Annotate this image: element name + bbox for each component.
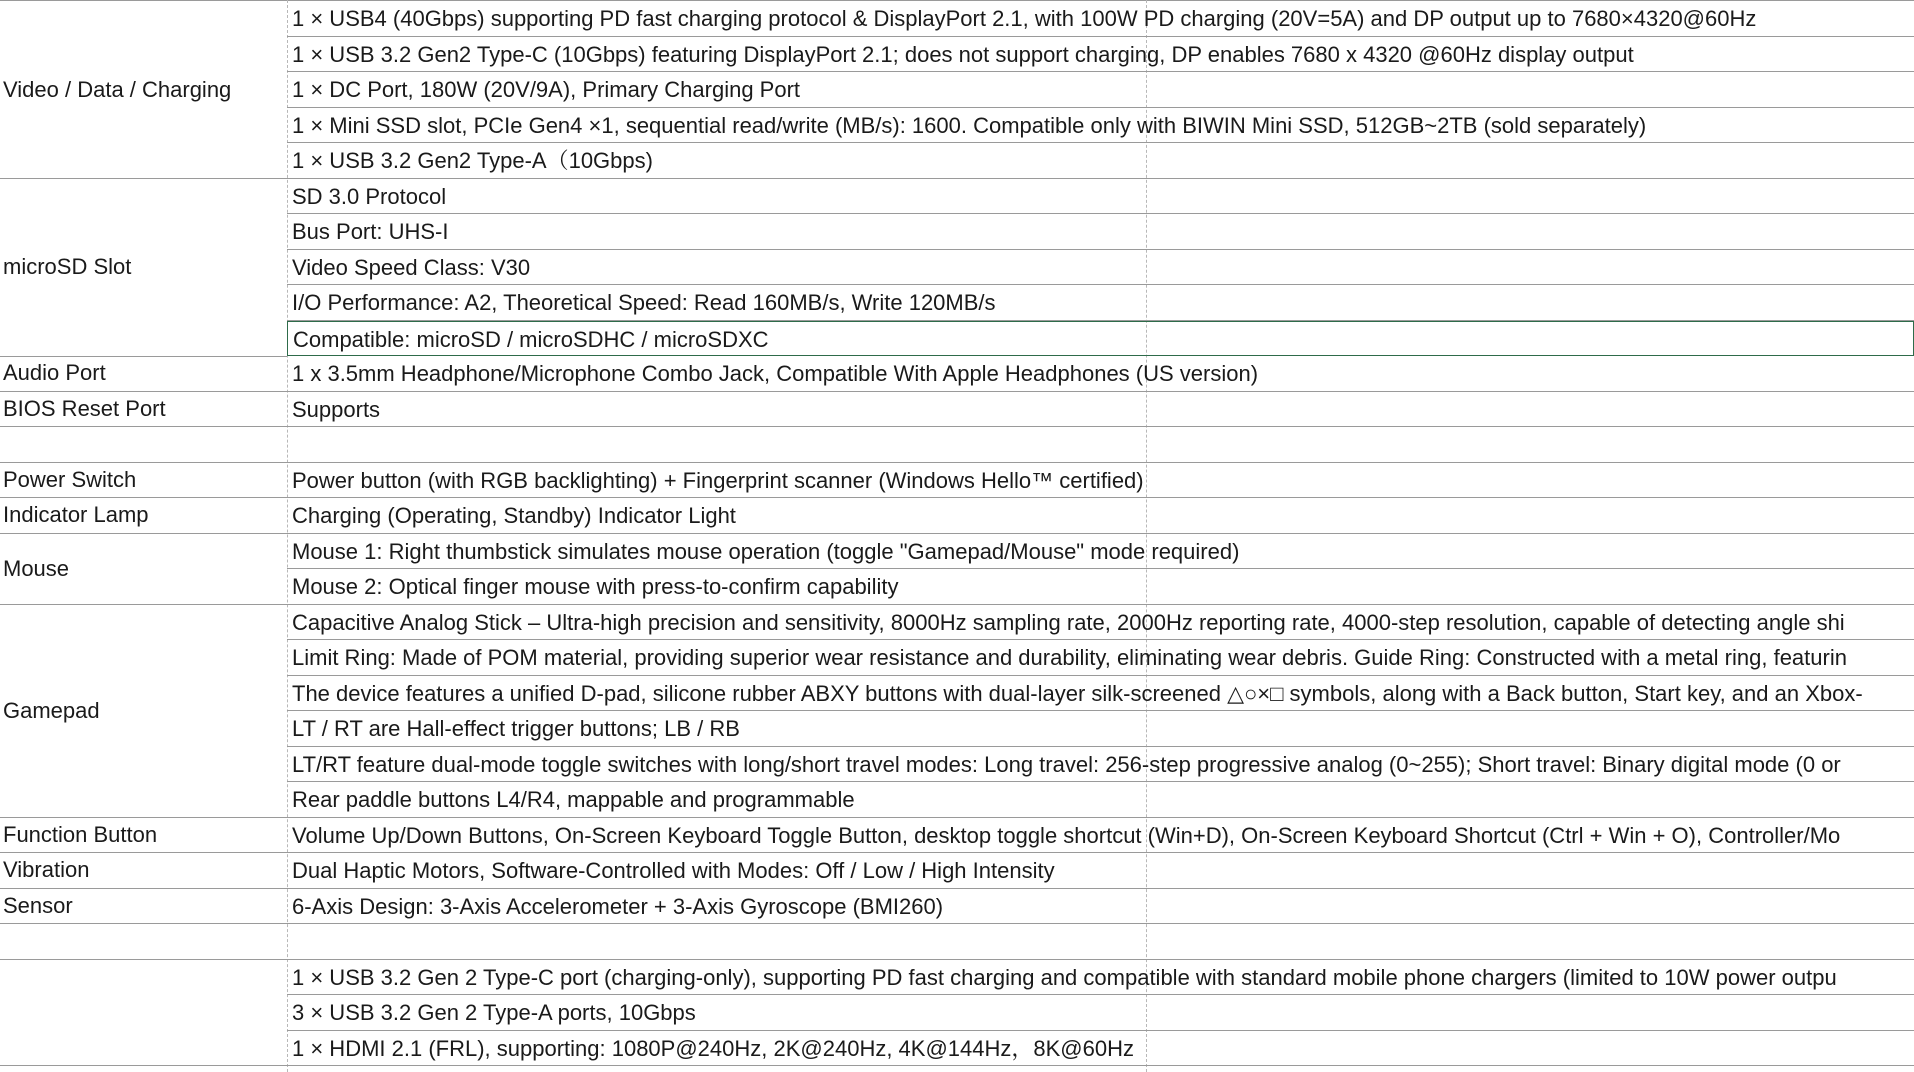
section-label-dock[interactable]: [0, 960, 287, 1067]
spec-cell[interactable]: Rear paddle buttons L4/R4, mappable and programmable: [287, 782, 1914, 818]
section-label-power-switch[interactable]: Power Switch: [0, 463, 287, 499]
section-label-indicator-lamp[interactable]: Indicator Lamp: [0, 498, 287, 534]
spec-cell[interactable]: Mouse 1: Right thumbstick simulates mouse operation (toggle "Gamepad/Mouse" mode required): [287, 534, 1914, 570]
spec-cell[interactable]: 1 × USB4 (40Gbps) supporting PD fast charging protocol & DisplayPort 2.1, with 100W PD charging (20V=5A) and DP output up to 7680×4320@60Hz: [287, 1, 1914, 37]
spec-cell[interactable]: 1 × USB 3.2 Gen 2 Type-C port (charging-only), supporting PD fast charging and compatible with standard mobile phone chargers (limited to 10W power outpu: [287, 960, 1914, 996]
spec-cell[interactable]: Dual Haptic Motors, Software-Controlled with Modes: Off / Low / High Intensity: [287, 853, 1914, 889]
spec-cell-selected[interactable]: Compatible: microSD / microSDHC / microSDXC: [287, 321, 1914, 357]
spec-cell[interactable]: Volume Up/Down Buttons, On-Screen Keyboard Toggle Button, desktop toggle shortcut (Win+D), On-Screen Keyboard Shortcut (Ctrl + Win + O), Controller/Mo: [287, 818, 1914, 854]
spec-cell[interactable]: LT / RT are Hall-effect trigger buttons; LB / RB: [287, 711, 1914, 747]
spec-cell[interactable]: Limit Ring: Made of POM material, providing superior wear resistance and durability, eliminating wear debris. Guide Ring: Constructed with a metal ring, featurin: [287, 640, 1914, 676]
spec-cell[interactable]: Mouse 2: Optical finger mouse with press-to-confirm capability: [287, 569, 1914, 605]
spec-cell[interactable]: Supports: [287, 392, 1914, 428]
spec-cell[interactable]: LT/RT feature dual-mode toggle switches with long/short travel modes: Long travel: 256-step progressive analog (0~255); Short travel: Binary digital mode (0 or: [287, 747, 1914, 783]
spec-cell[interactable]: Capacitive Analog Stick – Ultra-high precision and sensitivity, 8000Hz sampling rate, 2000Hz reporting rate, 4000-step resolution, capable of detecting angle shi: [287, 605, 1914, 641]
spec-cell[interactable]: Charging (Operating, Standby) Indicator Light: [287, 498, 1914, 534]
spec-cell[interactable]: Power button (with RGB backlighting) + Fingerprint scanner (Windows Hello™ certified): [287, 463, 1914, 499]
blank-row: [0, 427, 1914, 463]
section-label-bios-reset-port[interactable]: BIOS Reset Port: [0, 392, 287, 428]
spec-cell[interactable]: 1 x 3.5mm Headphone/Microphone Combo Jack, Compatible With Apple Headphones (US version): [287, 356, 1914, 392]
spec-cell[interactable]: 1 × Mini SSD slot, PCIe Gen4 ×1, sequential read/write (MB/s): 1600. Compatible only with BIWIN Mini SSD, 512GB~2TB (sold separately): [287, 108, 1914, 144]
section-label-sensor[interactable]: Sensor: [0, 889, 287, 925]
blank-row: [0, 924, 1914, 960]
spec-cell[interactable]: The device features a unified D-pad, silicone rubber ABXY buttons with dual-layer silk-screened △○×□ symbols, along with a Back button, Start key, and an Xbox-: [287, 676, 1914, 712]
spec-cell[interactable]: 1 × USB 3.2 Gen2 Type-C (10Gbps) featuring DisplayPort 2.1; does not support charging, DP enables 7680 x 4320 @60Hz display output: [287, 37, 1914, 73]
section-label-gamepad[interactable]: Gamepad: [0, 605, 287, 818]
section-label-vibration[interactable]: Vibration: [0, 853, 287, 889]
section-label-video-data-charging[interactable]: Video / Data / Charging: [0, 1, 287, 179]
spec-cell[interactable]: 3 × USB 3.2 Gen 2 Type-A ports, 10Gbps: [287, 995, 1914, 1031]
section-label-mouse[interactable]: Mouse: [0, 534, 287, 605]
spec-cell[interactable]: 1 × USB 3.2 Gen2 Type-A（10Gbps): [287, 143, 1914, 179]
spec-cell[interactable]: 6-Axis Design: 3-Axis Accelerometer + 3-Axis Gyroscope (BMI260): [287, 889, 1914, 925]
section-label-function-button[interactable]: Function Button: [0, 818, 287, 854]
section-label-microsd-slot[interactable]: microSD Slot: [0, 179, 287, 357]
spec-cell[interactable]: 1 × DC Port, 180W (20V/9A), Primary Charging Port: [287, 72, 1914, 108]
spec-cell[interactable]: Bus Port: UHS-I: [287, 214, 1914, 250]
spec-cell[interactable]: I/O Performance: A2, Theoretical Speed: Read 160MB/s, Write 120MB/s: [287, 285, 1914, 321]
spec-cell[interactable]: 1 × HDMI 2.1 (FRL), supporting: 1080P@240Hz, 2K@240Hz, 4K@144Hz，8K@60Hz: [287, 1031, 1914, 1067]
section-label-audio-port[interactable]: Audio Port: [0, 356, 287, 392]
spec-cell[interactable]: Video Speed Class: V30: [287, 250, 1914, 286]
spec-cell[interactable]: SD 3.0 Protocol: [287, 179, 1914, 215]
